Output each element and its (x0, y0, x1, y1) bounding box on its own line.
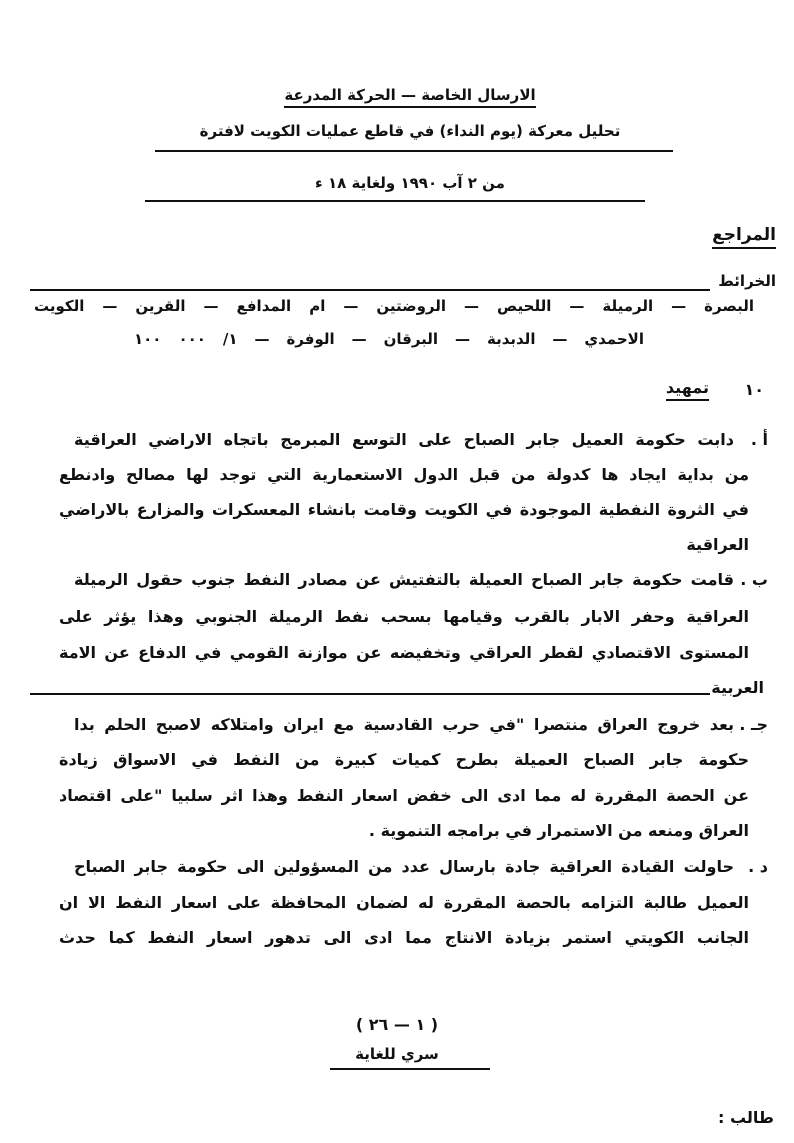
maps-label-rule (30, 289, 710, 291)
para-a-marker: أ . (750, 430, 768, 449)
para-c-line-2: حكومة جابر الصباح العميلة بطرح كميات كبيرة من النفط في الاسواق زيادة (59, 750, 749, 769)
para-b-line-4: العربية (711, 678, 764, 697)
header-line-3: من ٢ آب ١٩٩٠ ولغاية ١٨ ء (315, 174, 505, 192)
intro-title: تمهيد (666, 378, 709, 397)
maps-line-2: الاحمدي — الدبدبة — البرقان — الوفرة — ١/ ٠٠٠ ١٠٠ (134, 330, 644, 348)
next-page-label: طالب : (718, 1108, 774, 1127)
para-a-line-1: دابت حكومة العميل جابر الصباح على التوسع المبرمج باتجاه الاراضي العراقية (74, 430, 734, 449)
para-d-line-3: الجانب الكويتي استمر بزيادة الانتاج مما ادى الى تدهور اسعار النفط كما حدث (59, 928, 749, 947)
para-b-rule (30, 693, 710, 695)
para-a-line-4: العراقية (686, 535, 749, 554)
para-b-line-2: العراقية وحفر الابار بالقرب وقيامها بسحب نفط الرميلة الجنوبي وهذا يؤثر على (59, 607, 749, 626)
para-d-marker: د . (748, 857, 768, 876)
intro-number: ١٠ (744, 380, 764, 399)
para-c-marker: جـ . (739, 715, 768, 734)
header-rule-1 (155, 150, 673, 152)
para-b-line-1: قامت حكومة جابر الصباح العميلة بالتفتيش عن مصادر النفط جنوب حقول الرميلة (74, 570, 734, 589)
para-a-line-3: في الثروة النفطية الموجودة في الكويت وقامت بانشاء المعسكرات والمزارع بالاراضي (59, 500, 749, 519)
maps-line-1: البصرة — الرميلة — اللحيص — الروضتين — ام المدافع — القرين — الكويت (34, 297, 754, 315)
classification-label: سري للغاية (355, 1045, 439, 1063)
para-b-line-3: المستوى الاقتصادي لقطر العراقي وتخفيضه عن موازنة القومي في الدفاع عن الامة (59, 643, 749, 662)
para-c-line-3: عن الحصة المقررة له مما ادى الى خفض اسعار النفط وهذا اثر سلبيا "على اقتصاد (59, 786, 749, 805)
para-b-marker: ب . (740, 570, 768, 589)
para-c-line-1: بعد خروج العراق منتصرا "في حرب القادسية مع ايران وامتلاكه لاصبح الحلم بدا (74, 715, 734, 734)
para-a-line-2: من بداية ايجاد ها كدولة من قبل الدول الاستعمارية التي توجد لها مصالح وادنطع (59, 465, 749, 484)
header-rule-2 (145, 200, 645, 202)
para-d-line-2: العميل طالبة التزامه بالحصة المقررة له لضمان المحافظة على اسعار النفط الا ان (59, 893, 749, 912)
header-line-2: تحليل معركة (يوم النداء) في قاطع عمليات الكويت لافترة (199, 122, 621, 140)
maps-label: الخرائط (718, 272, 776, 290)
para-c-line-4: العراق ومنعه من الاستمرار في برامجه التنموية . (368, 821, 749, 840)
references-label: المراجع (712, 225, 776, 245)
footer-rule (330, 1068, 490, 1070)
page-number: ( ١ — ٢٦ ) (355, 1015, 439, 1034)
header-line-1: الارسال الخاصة — الحركة المدرعة (140, 86, 680, 104)
para-d-line-1: حاولت القيادة العراقية جادة بارسال عدد من المسؤولين الى حكومة جابر الصباح (74, 857, 734, 876)
